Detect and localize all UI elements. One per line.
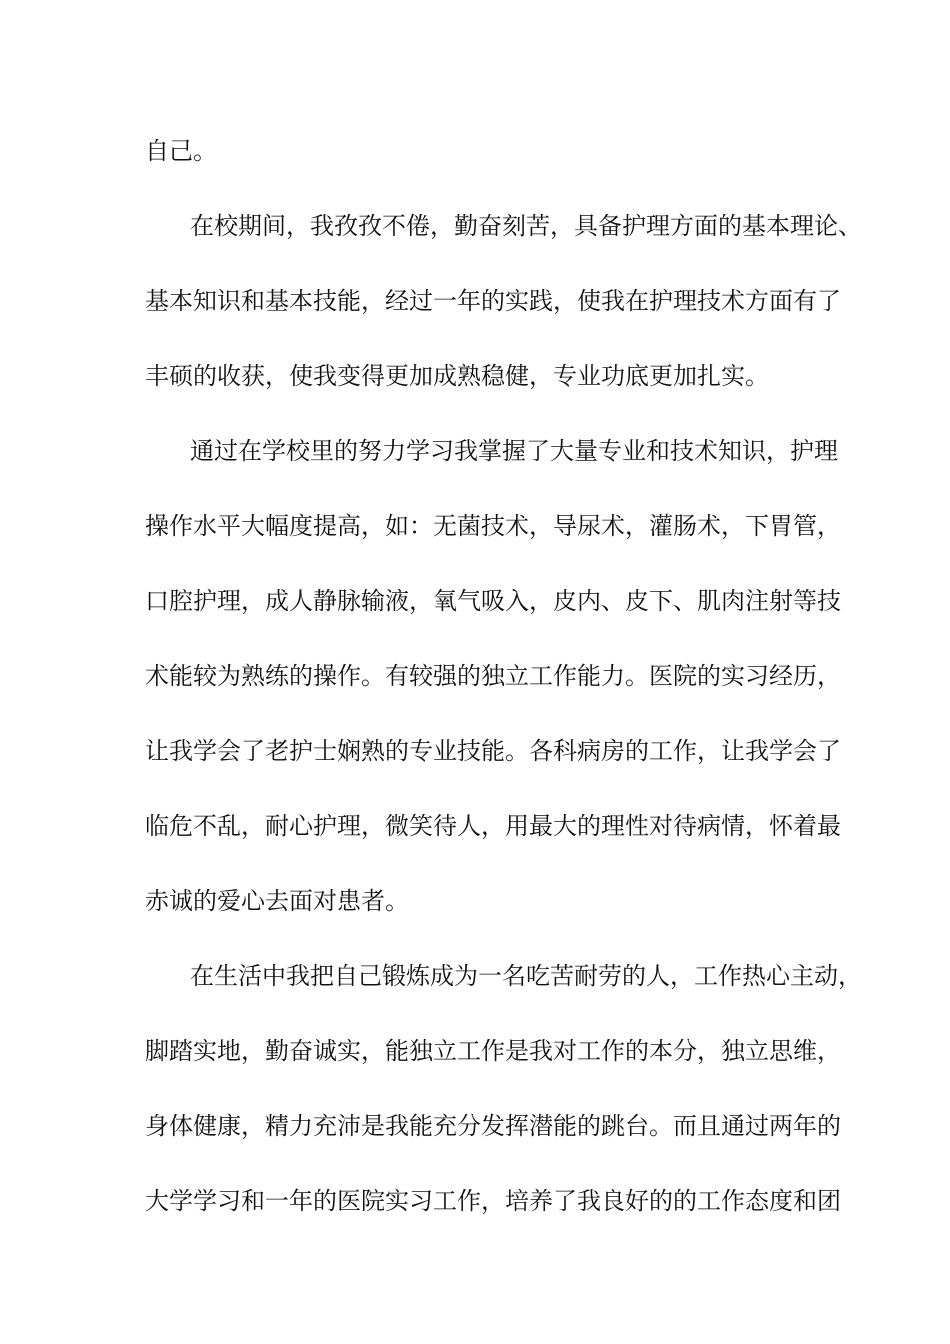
text-line: 临危不乱，耐心护理，微笑待人，用最大的理性对待病情，怀着最 xyxy=(145,812,841,840)
text-line: 赤诚的爱心去面对患者。 xyxy=(145,887,409,915)
text-line: 身体健康，精力充沛是我能充分发挥潜能的跳台。而且通过两年的 xyxy=(145,1112,841,1140)
text-line: 脚踏实地，勤奋诚实，能独立工作是我对工作的本分，独立思维， xyxy=(145,1037,841,1065)
text-line: 大学学习和一年的医院实习工作，培养了我良好的的工作态度和团 xyxy=(145,1187,841,1215)
paragraph-first-line: 通过在学校里的努力学习我掌握了大量专业和技术知识，护理 xyxy=(190,437,838,465)
text-line: 丰硕的收获，使我变得更加成熟稳健，专业功底更加扎实。 xyxy=(145,362,769,390)
text-line: 自己。 xyxy=(145,137,217,165)
text-line: 让我学会了老护士娴熟的专业技能。各科病房的工作，让我学会了 xyxy=(145,737,841,765)
paragraph-first-line: 在校期间，我孜孜不倦，勤奋刻苦，具备护理方面的基本理论、 xyxy=(190,212,862,240)
text-line: 基本知识和基本技能，经过一年的实践，使我在护理技术方面有了 xyxy=(145,287,841,315)
text-line: 操作水平大幅度提高，如：无菌技术，导尿术，灌肠术，下胃管， xyxy=(145,512,841,540)
text-line: 口腔护理，成人静脉输液，氧气吸入，皮内、皮下、肌肉注射等技 xyxy=(145,587,841,615)
paragraph-first-line: 在生活中我把自己锻炼成为一名吃苦耐劳的人，工作热心主动， xyxy=(190,962,862,990)
text-line: 术能较为熟练的操作。有较强的独立工作能力。医院的实习经历， xyxy=(145,662,841,690)
